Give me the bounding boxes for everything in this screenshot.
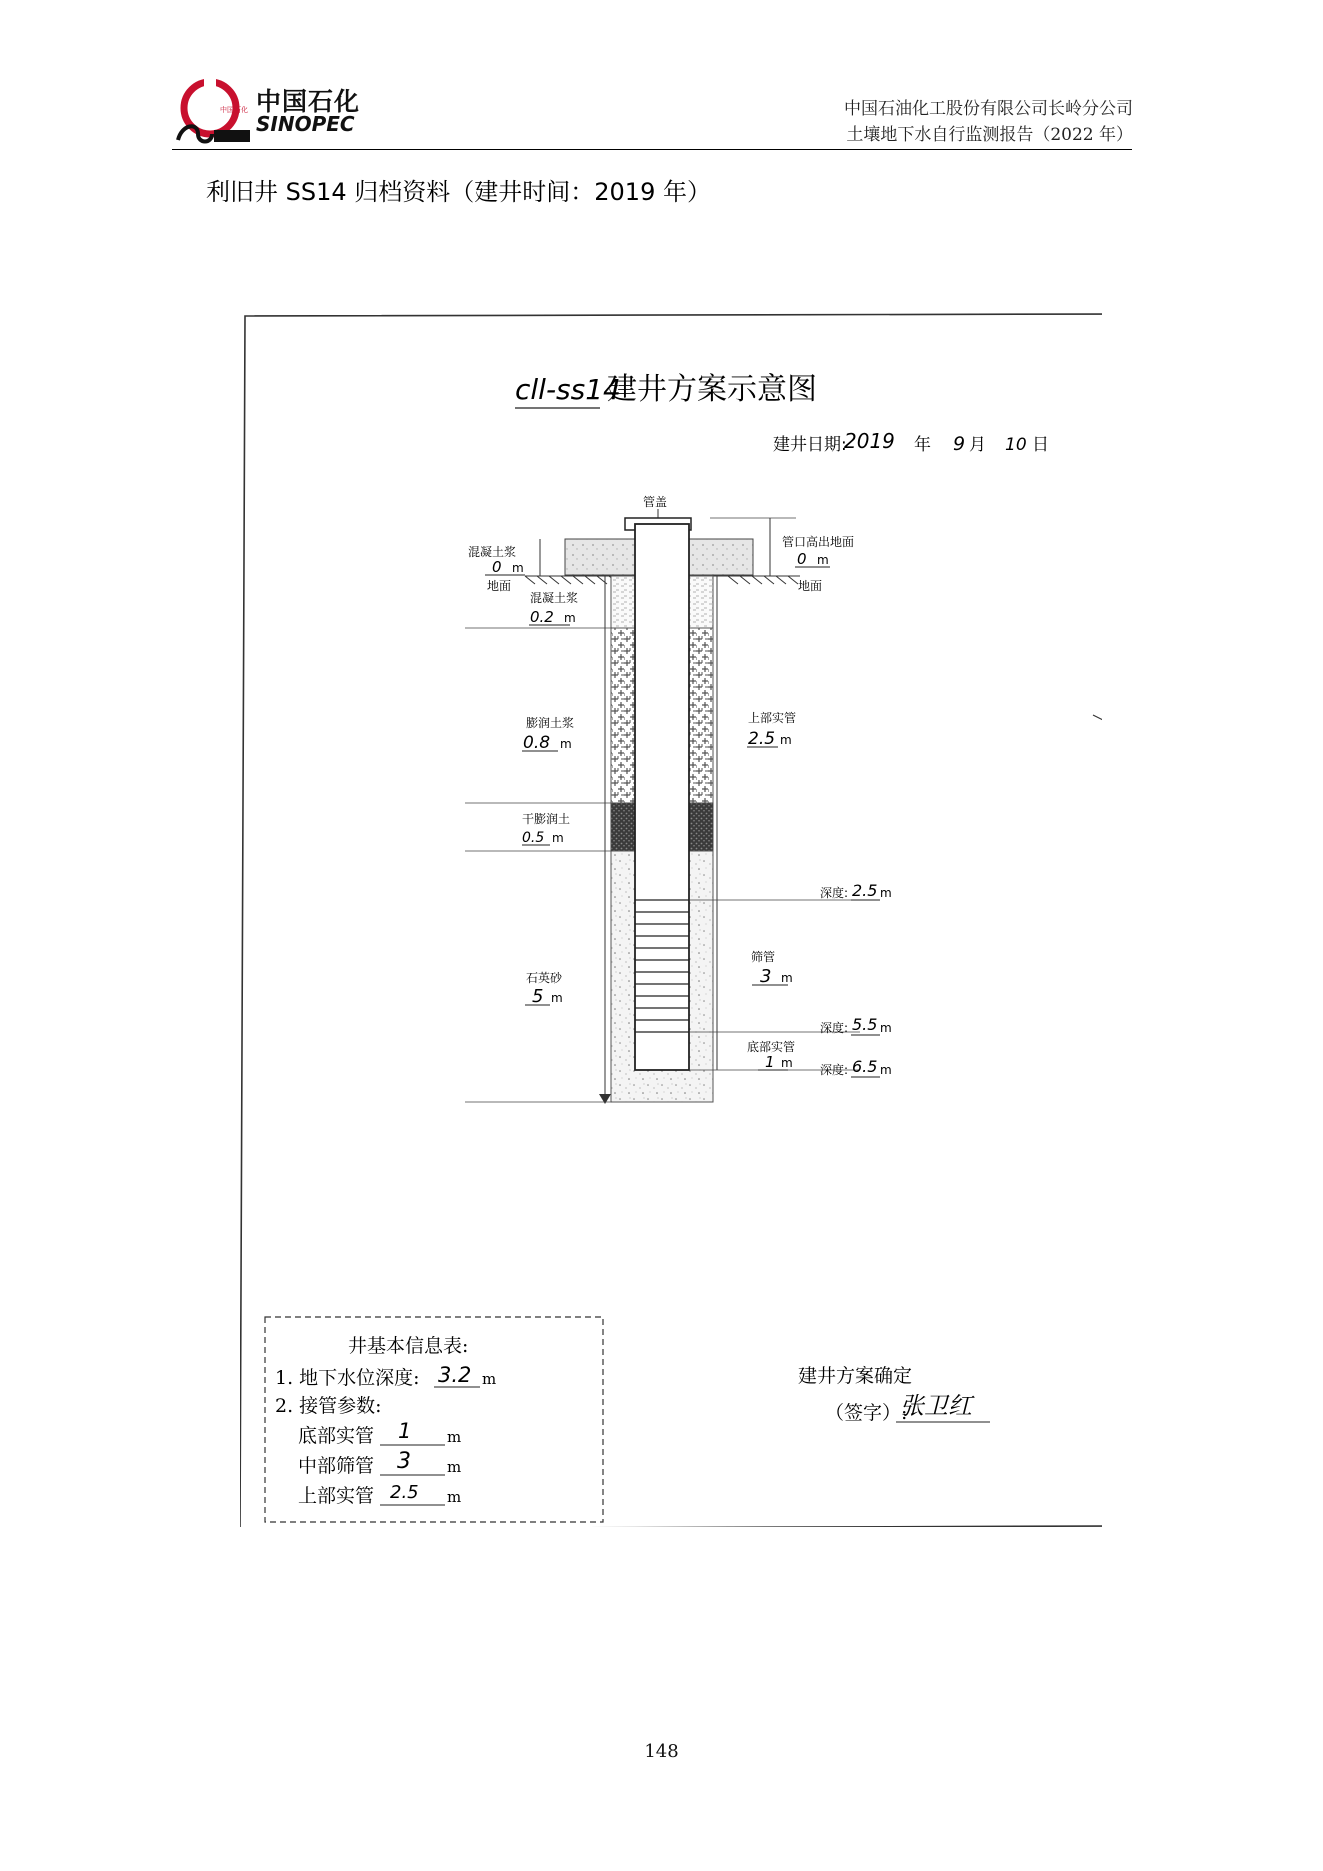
- bottom-casing-label: 底部实管: [298, 1425, 375, 1447]
- left-unit-quartz-sand: m: [551, 991, 563, 1005]
- date-day: 10: [1005, 435, 1027, 455]
- left-label-concrete: 混凝土浆: [530, 591, 579, 605]
- right-value-upper-casing: 2.5: [748, 729, 776, 749]
- page-number: 148: [644, 1741, 679, 1762]
- company-name: 中国石油化工股份有限公司长岭分公司: [844, 99, 1133, 119]
- groundwater-depth-value: 3.2: [438, 1363, 472, 1387]
- depth-label-1: 深度:: [820, 886, 849, 900]
- diagram-title-handwritten: cll-ss14: [515, 373, 621, 406]
- right-ground-label: 地面: [798, 579, 823, 593]
- depth-label-2: 深度:: [820, 1021, 849, 1035]
- right-unit-upper-casing: m: [780, 733, 792, 747]
- cap-label: 管盖: [643, 495, 668, 509]
- right-label-screen: 筛管: [751, 950, 776, 964]
- depth-unit-1: m: [880, 886, 892, 900]
- left-unit-concrete: m: [564, 611, 576, 625]
- depth-value-3: 6.5: [852, 1057, 878, 1076]
- right-value-pipe-above-ground: 0: [797, 550, 807, 568]
- sign-label: （签字）:: [825, 1402, 908, 1424]
- right-unit-screen: m: [781, 971, 793, 985]
- right-unit-bottom-casing: m: [781, 1056, 793, 1070]
- header-divider: [172, 149, 1132, 150]
- groundwater-depth-label: 1. 地下水位深度:: [275, 1367, 420, 1389]
- left-ground-label: 地面: [487, 579, 512, 593]
- middle-screen-value: 3: [397, 1449, 411, 1474]
- left-unit-bentonite-slurry: m: [560, 737, 572, 751]
- left-value-concrete: 0.2: [530, 608, 554, 626]
- report-header: [844, 96, 1133, 148]
- right-label-upper-casing: 上部实管: [748, 711, 797, 725]
- page-title: 利旧井 SS14 归档资料（建井时间：2019 年）: [206, 178, 711, 206]
- logo-english-name: SINOPEC: [256, 112, 355, 136]
- date-year-unit: 年: [914, 435, 931, 455]
- bottom-casing-value: 1: [398, 1419, 412, 1443]
- date-day-unit: 日: [1032, 435, 1049, 455]
- right-value-screen: 3: [760, 966, 772, 987]
- confirm-label: 建井方案确定: [798, 1365, 913, 1387]
- sinopec-emblem-icon: [172, 74, 256, 146]
- groundwater-depth-unit: m: [482, 1370, 497, 1388]
- sinopec-logo: [172, 74, 382, 146]
- well-construction-diagram: [240, 312, 1102, 1527]
- middle-screen-unit: m: [447, 1458, 462, 1476]
- upper-casing-value: 2.5: [390, 1482, 419, 1503]
- report-name: 土壤地下水自行监测报告（2022 年）: [846, 125, 1133, 145]
- date-month: 9: [953, 433, 966, 455]
- info-title: 井基本信息表:: [348, 1335, 469, 1357]
- date-year: 2019: [844, 429, 895, 453]
- upper-casing-label: 上部实管: [298, 1485, 375, 1507]
- left-label-dry-bentonite: 干膨润土: [522, 812, 571, 826]
- right-value-bottom-casing: 1: [765, 1053, 775, 1071]
- logo-chinese-name: 中国石化: [256, 87, 361, 116]
- left-label-concrete-top: 混凝土浆: [468, 545, 517, 559]
- logo-mark-text: 中国石化: [220, 106, 248, 114]
- diagram-title: 建井方案示意图: [607, 372, 817, 407]
- left-value-quartz-sand: 5: [532, 986, 544, 1007]
- right-label-bottom-casing: 底部实管: [747, 1040, 796, 1054]
- depth-value-1: 2.5: [852, 881, 878, 900]
- middle-screen-label: 中部筛管: [298, 1455, 375, 1477]
- bottom-casing-unit: m: [447, 1428, 462, 1446]
- depth-unit-2: m: [880, 1021, 892, 1035]
- depth-label-3: 深度:: [820, 1063, 849, 1077]
- left-value-bentonite-slurry: 0.8: [523, 733, 551, 753]
- upper-casing-unit: m: [447, 1488, 462, 1506]
- left-value-concrete-top: 0: [492, 558, 502, 576]
- left-label-quartz-sand: 石英砂: [526, 971, 563, 985]
- depth-value-2: 5.5: [852, 1015, 878, 1034]
- right-unit-pipe-above-ground: m: [817, 553, 829, 567]
- depth-unit-3: m: [880, 1063, 892, 1077]
- left-label-bentonite-slurry: 膨润土浆: [526, 716, 575, 730]
- right-label-pipe-above-ground: 管口高出地面: [782, 535, 855, 549]
- left-unit-dry-bentonite: m: [552, 831, 564, 845]
- pipe-params-label: 2. 接管参数:: [275, 1395, 382, 1417]
- date-month-unit: 月: [969, 435, 986, 455]
- left-value-dry-bentonite: 0.5: [522, 830, 545, 846]
- date-label: 建井日期:: [773, 435, 847, 455]
- left-unit-concrete-top: m: [512, 561, 524, 575]
- signature: 张卫红: [900, 1392, 972, 1420]
